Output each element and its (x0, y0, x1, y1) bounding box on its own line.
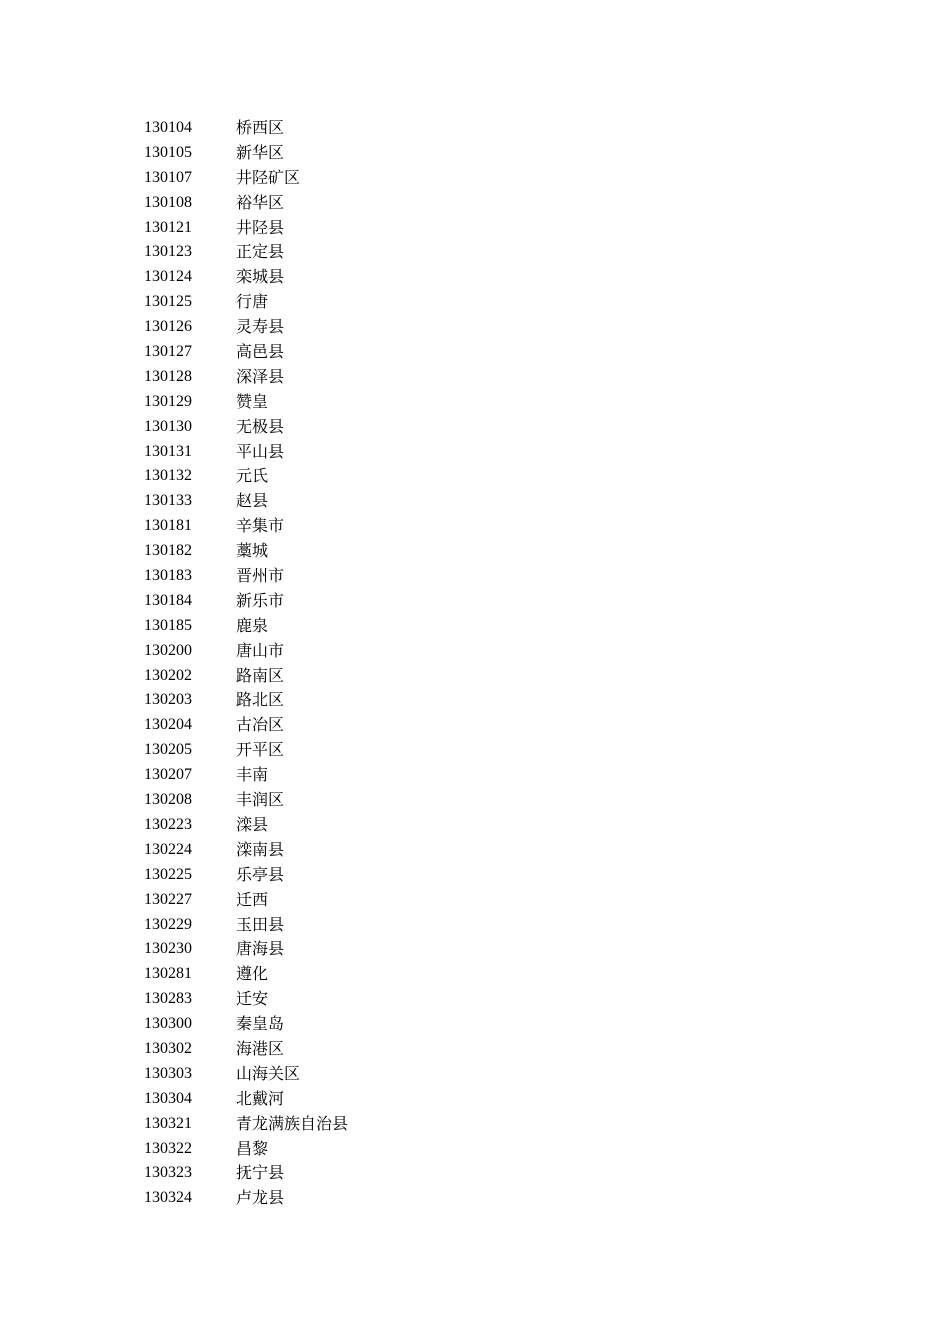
list-item (144, 539, 348, 564)
region-name: 迁安 (236, 989, 269, 1009)
list-item (144, 1112, 348, 1137)
region-code: 130202 (144, 666, 192, 684)
region-name: 遵化 (236, 964, 269, 984)
region-name: 青龙满族自治县 (236, 1113, 349, 1133)
region-code: 130182 (144, 542, 192, 560)
region-code: 130303 (144, 1064, 192, 1082)
list-item (144, 415, 348, 440)
list-item (144, 489, 348, 514)
list-item (144, 1012, 348, 1037)
list-item (144, 216, 348, 241)
list-item (144, 564, 348, 589)
list-item (144, 1037, 348, 1062)
region-code: 130123 (144, 243, 192, 261)
region-code: 130322 (144, 1139, 192, 1157)
list-item (144, 1186, 348, 1211)
region-name: 高邑县 (236, 342, 285, 362)
region-code: 130321 (144, 1114, 192, 1132)
region-name: 新华区 (236, 142, 285, 162)
region-code: 130131 (144, 442, 192, 460)
region-name: 乐亭县 (236, 864, 285, 884)
list-item (144, 913, 348, 938)
region-name: 辛集市 (236, 516, 285, 536)
region-code: 130302 (144, 1039, 192, 1057)
list-item (144, 1161, 348, 1186)
region-code: 130324 (144, 1189, 192, 1207)
region-name: 鹿泉 (236, 615, 269, 635)
list-item (144, 987, 348, 1012)
region-code: 130323 (144, 1164, 192, 1182)
region-code: 130107 (144, 168, 192, 186)
list-item (144, 664, 348, 689)
region-code: 130207 (144, 766, 192, 784)
list-item (144, 937, 348, 962)
list-item (144, 290, 348, 315)
region-code: 130128 (144, 367, 192, 385)
list-item (144, 464, 348, 489)
region-code: 130200 (144, 641, 192, 659)
region-name: 抚宁县 (236, 1163, 285, 1183)
region-code: 130208 (144, 791, 192, 809)
region-name: 井陉县 (236, 217, 285, 237)
region-code: 130121 (144, 218, 192, 236)
region-code: 130124 (144, 268, 192, 286)
region-code: 130281 (144, 965, 192, 983)
list-item (144, 639, 348, 664)
list-item (144, 738, 348, 763)
list-item (144, 788, 348, 813)
region-name: 丰南 (236, 765, 269, 785)
list-item (144, 888, 348, 913)
region-name: 深泽县 (236, 366, 285, 386)
region-name: 开平区 (236, 740, 285, 760)
region-name: 昌黎 (236, 1138, 269, 1158)
region-name: 丰润区 (236, 790, 285, 810)
region-name: 卢龙县 (236, 1188, 285, 1208)
region-name: 赞皇 (236, 391, 269, 411)
list-item (144, 1087, 348, 1112)
region-name: 裕华区 (236, 192, 285, 212)
region-name: 路南区 (236, 665, 285, 685)
list-item (144, 688, 348, 713)
region-code: 130181 (144, 517, 192, 535)
list-item (144, 589, 348, 614)
region-code: 130205 (144, 741, 192, 759)
region-code: 130223 (144, 815, 192, 833)
list-item (144, 838, 348, 863)
region-code: 130184 (144, 591, 192, 609)
region-name: 赵县 (236, 491, 269, 511)
region-name: 桥西区 (236, 118, 285, 137)
region-name: 藁城 (236, 541, 269, 561)
region-code: 130203 (144, 691, 192, 709)
list-item (144, 116, 348, 141)
region-name: 山海关区 (236, 1063, 301, 1083)
region-code: 130283 (144, 990, 192, 1008)
region-name: 滦南县 (236, 839, 285, 859)
region-code: 130304 (144, 1089, 192, 1107)
region-code: 130127 (144, 343, 192, 361)
list-item (144, 365, 348, 390)
region-name: 玉田县 (236, 914, 285, 934)
list-item (144, 713, 348, 738)
region-code: 130129 (144, 392, 192, 410)
list-item (144, 440, 348, 465)
region-name: 灵寿县 (236, 317, 285, 337)
list-item (144, 1137, 348, 1162)
region-code: 130300 (144, 1015, 192, 1033)
region-name: 行唐 (236, 292, 269, 312)
region-name: 正定县 (236, 242, 285, 262)
region-code: 130133 (144, 492, 192, 510)
region-name: 路北区 (236, 690, 285, 710)
region-code: 130204 (144, 716, 192, 734)
region-code: 130104 (144, 119, 192, 136)
region-name: 北戴河 (236, 1088, 285, 1108)
region-code: 130126 (144, 318, 192, 336)
region-name: 滦县 (236, 814, 269, 834)
list-item (144, 1062, 348, 1087)
region-code: 130130 (144, 417, 192, 435)
region-code: 130105 (144, 143, 192, 161)
region-name: 井陉矿区 (236, 167, 301, 187)
list-item (144, 166, 348, 191)
list-item (144, 240, 348, 265)
region-name: 平山县 (236, 441, 285, 461)
region-name: 海港区 (236, 1038, 285, 1058)
region-name: 古冶区 (236, 715, 285, 735)
list-item (144, 191, 348, 216)
list-item (144, 863, 348, 888)
region-name: 迁西 (236, 889, 269, 909)
list-item (144, 340, 348, 365)
region-code: 130183 (144, 567, 192, 585)
region-code-list (144, 116, 348, 1211)
list-item (144, 514, 348, 539)
list-item (144, 265, 348, 290)
region-code: 130224 (144, 840, 192, 858)
region-name: 晋州市 (236, 566, 285, 586)
region-name: 无极县 (236, 416, 285, 436)
list-item (144, 390, 348, 415)
region-code: 130229 (144, 915, 192, 933)
list-item (144, 813, 348, 838)
region-code: 130227 (144, 890, 192, 908)
region-name: 唐海县 (236, 939, 285, 959)
list-item (144, 141, 348, 166)
list-item (144, 315, 348, 340)
list-item (144, 763, 348, 788)
region-name: 新乐市 (236, 590, 285, 610)
region-code: 130132 (144, 467, 192, 485)
region-name: 唐山市 (236, 640, 285, 660)
region-code: 130225 (144, 865, 192, 883)
list-item (144, 614, 348, 639)
region-name: 栾城县 (236, 267, 285, 287)
list-item (144, 962, 348, 987)
region-code: 130108 (144, 193, 192, 211)
region-name: 秦皇岛 (236, 1014, 285, 1034)
region-code: 130125 (144, 293, 192, 311)
region-code: 130230 (144, 940, 192, 958)
region-code: 130185 (144, 616, 192, 634)
region-name: 元氏 (236, 466, 269, 486)
